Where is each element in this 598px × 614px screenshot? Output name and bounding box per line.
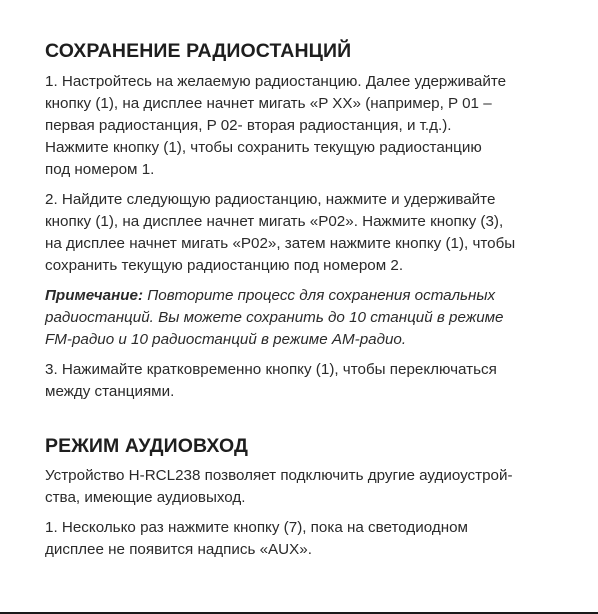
note-text: Повторите процесс для сохранения остальных xyxy=(143,287,496,304)
paragraph-aux-step-1 xyxy=(45,517,565,561)
text-line: под номером 1. xyxy=(45,161,155,178)
text-line: 3. Нажимайте кратковременно кнопку (1), чтобы переключаться xyxy=(45,361,497,378)
text-line: сохранить текущую радиостанцию под номером 2. xyxy=(45,257,404,274)
paragraph-step-3 xyxy=(45,359,565,403)
section-title-audio-input: РЕЖИМ АУДИОВХОД xyxy=(45,435,249,457)
text-line: между станциями. xyxy=(45,383,175,400)
note-line: радиостанций. Вы можете сохранить до 10 станций в режиме xyxy=(45,309,504,326)
note-first-line xyxy=(45,285,565,307)
note-label: Примечание: xyxy=(45,287,144,304)
note-line: FM-радио и 10 радиостанций в режиме AM-радио. xyxy=(45,331,407,348)
manual-page xyxy=(45,38,565,569)
paragraph-step-2 xyxy=(45,189,565,277)
section-title-saving-stations: СОХРАНЕНИЕ РАДИОСТАНЦИЙ xyxy=(45,40,352,62)
text-line: на дисплее начнет мигать «P02», затем нажмите кнопку (1), чтобы xyxy=(45,235,516,252)
text-line: 1. Настройтесь на желаемую радиостанцию. Далее удерживайте xyxy=(45,73,507,90)
text-line: первая радиостанция, P 02- вторая радиостанция, и т.д.). xyxy=(45,117,452,134)
paragraph-step-1 xyxy=(45,71,565,181)
paragraph-intro xyxy=(45,465,565,509)
text-line: Устройство H-RCL238 позволяет подключить другие аудиоустрой- xyxy=(45,467,513,484)
text-line: кнопку (1), на дисплее начнет мигать «P XX» (например, P 01 – xyxy=(45,95,492,112)
section-saving-stations xyxy=(45,38,565,403)
text-line: 1. Несколько раз нажмите кнопку (7), пока на светодиодном xyxy=(45,519,468,536)
text-line: дисплее не появится надпись «AUX». xyxy=(45,541,312,558)
section-audio-input xyxy=(45,433,565,561)
text-line: 2. Найдите следующую радиостанцию, нажмите и удерживайте xyxy=(45,191,496,208)
text-line: Нажмите кнопку (1), чтобы сохранить текущую радиостанцию xyxy=(45,139,482,156)
note-paragraph xyxy=(45,285,565,351)
text-line: ства, имеющие аудиовыход. xyxy=(45,489,246,506)
text-line: кнопку (1), на дисплее начнет мигать «P02». Нажмите кнопку (3), xyxy=(45,213,504,230)
